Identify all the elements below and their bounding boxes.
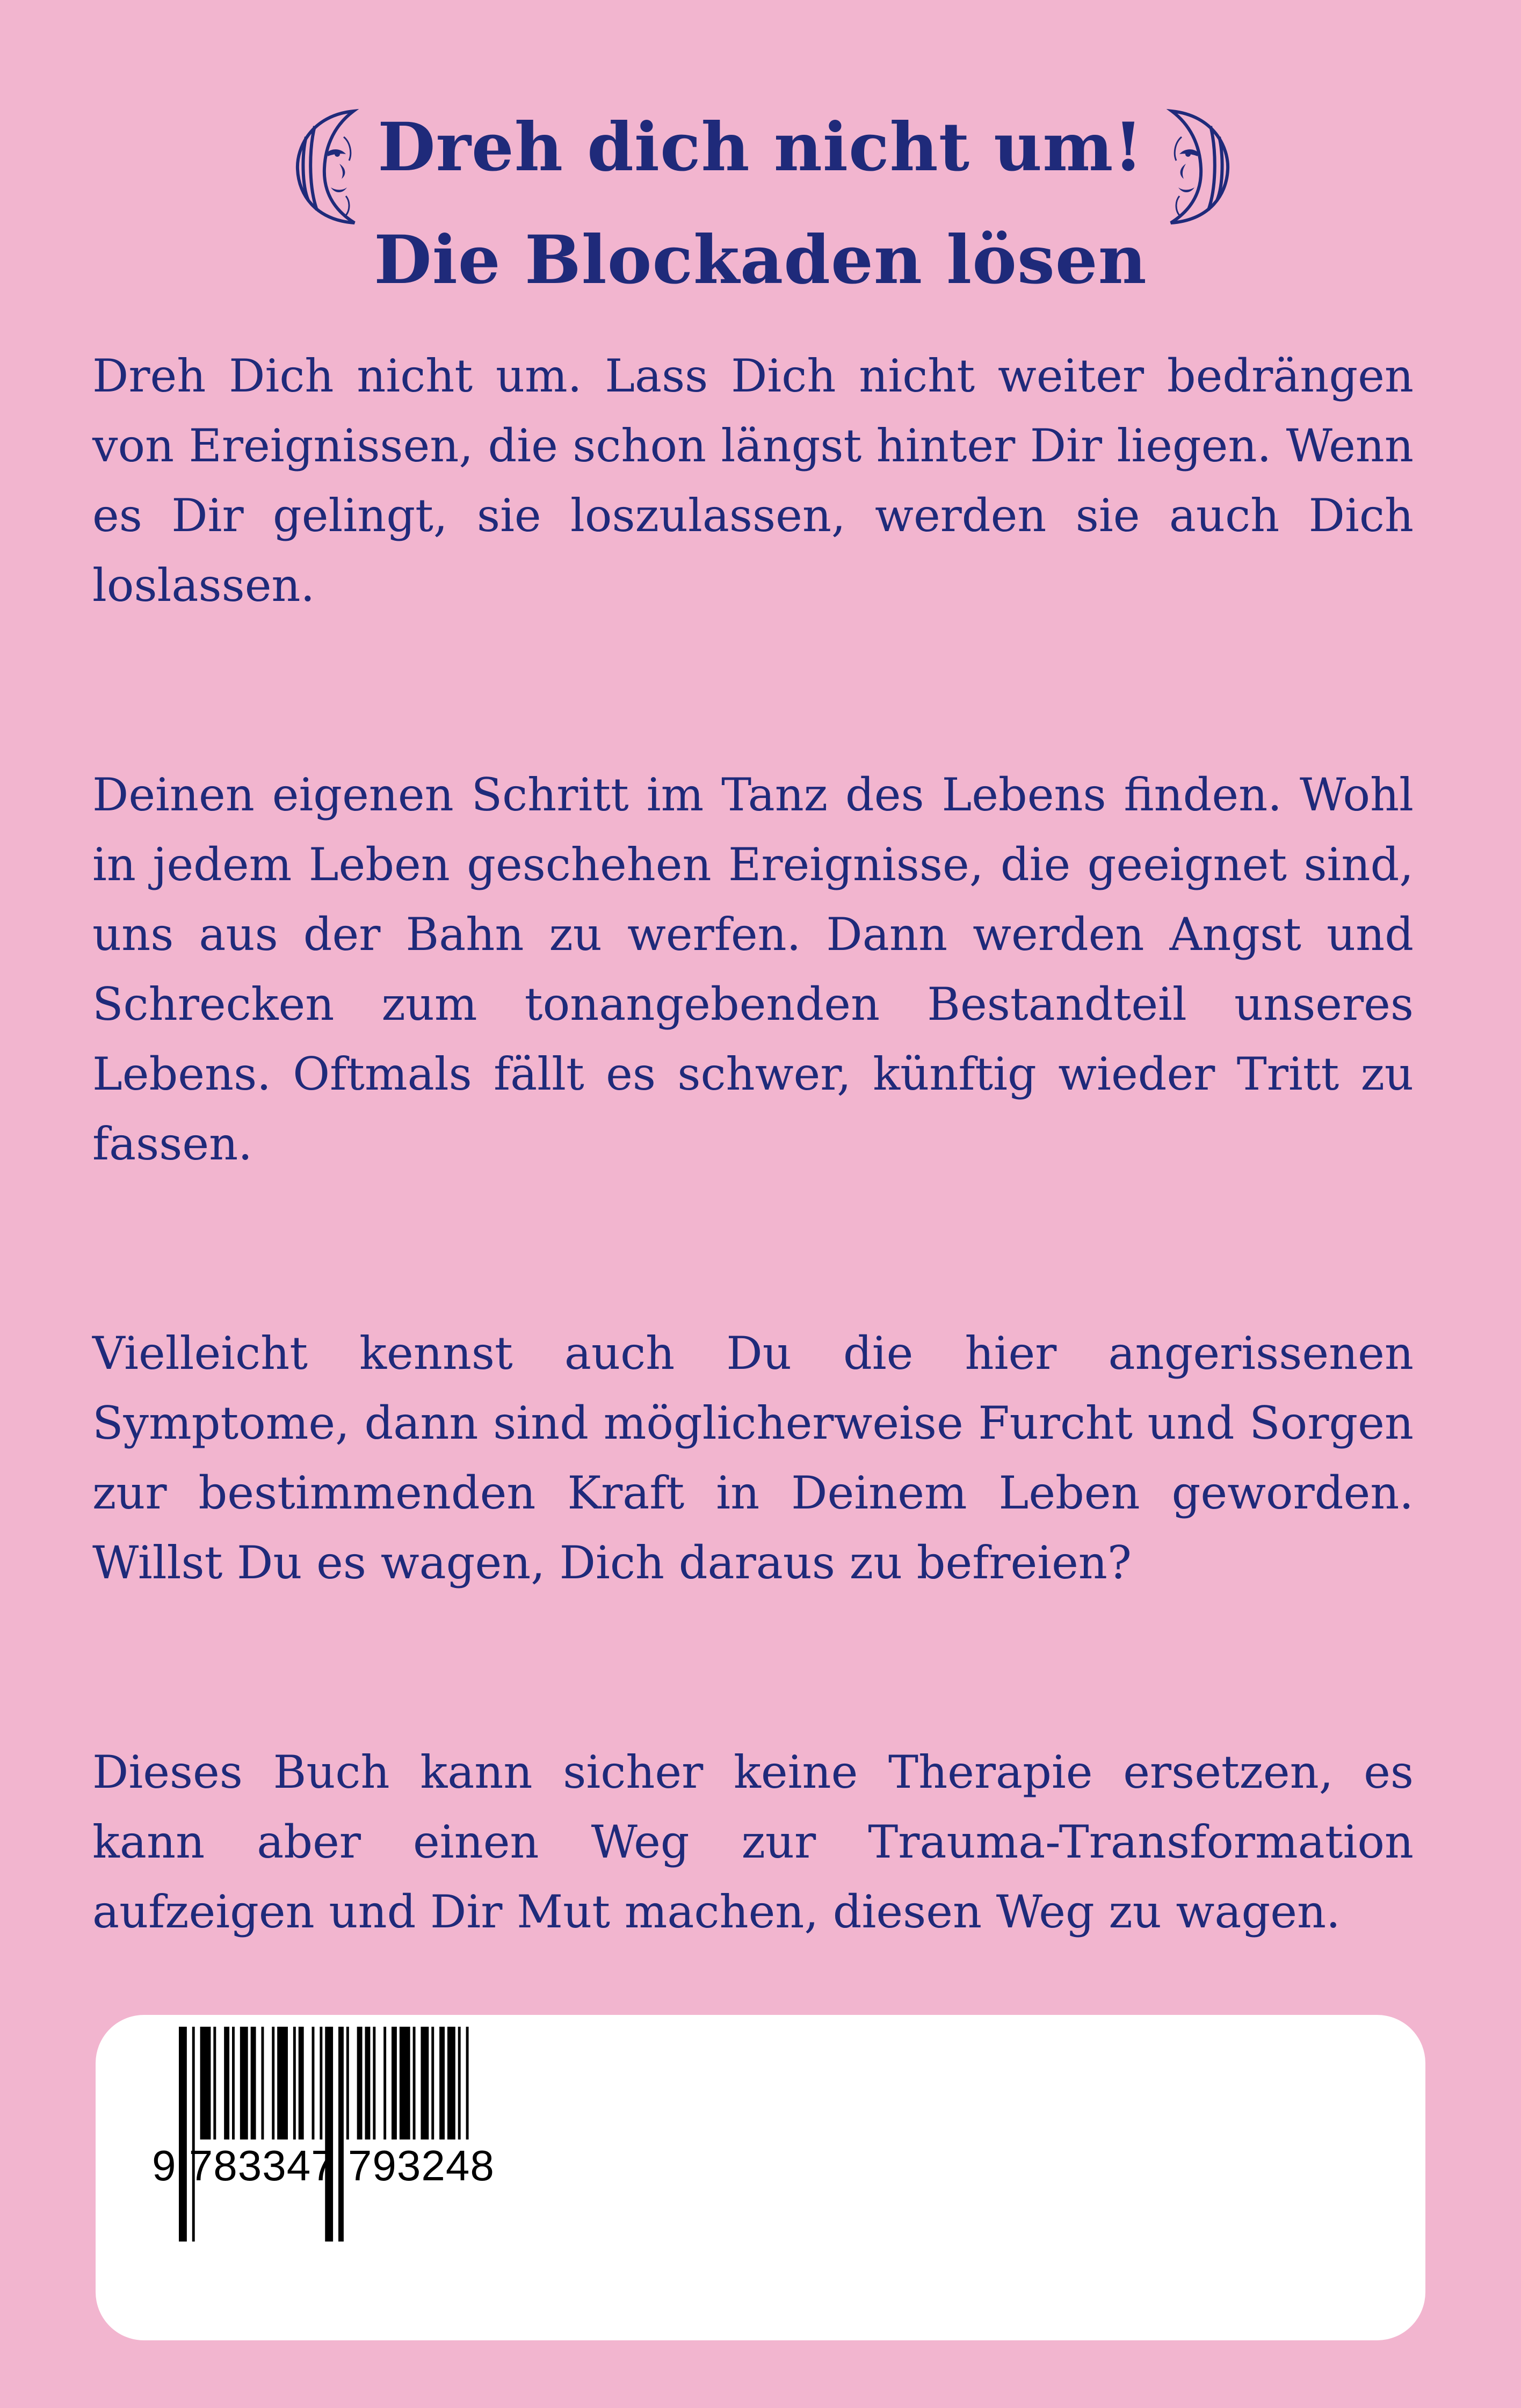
barcode-bar: [458, 2027, 461, 2139]
paragraph-1: Dreh Dich nicht um. Lass Dich nicht weiter bedrängen von Ereignissen, die schon längst hinter Dir liegen. Wenn es Dir gelingt, sie loszulassen, werden sie auch Dich loslassen.: [92, 350, 1414, 612]
barcode-bar: [447, 2027, 455, 2139]
paragraph-2: Deinen eigenen Schritt im Tanz des Lebens finden. Wohl in jedem Leben geschehen Ereignisse, die geeignet sind, uns aus der Bahn zu werfen. Dann werden Angst und Schrecken zum tonangebenden Bestandteil unseres Lebens. Oftmals fällt es schwer, künftig wieder Tritt zu fassen.: [92, 768, 1414, 1170]
barcode-bar: [346, 2027, 349, 2139]
barcode-bar: [392, 2027, 397, 2139]
barcode-bar: [293, 2027, 296, 2139]
barcode-bar: [213, 2027, 216, 2139]
barcode-bar: [439, 2027, 445, 2139]
barcode-bar: [373, 2027, 375, 2139]
barcode-bar: [232, 2027, 235, 2139]
barcode-bar: [224, 2027, 229, 2139]
title-line-1: Dreh dich nicht um!: [378, 108, 1143, 186]
barcode-bar: [192, 2027, 195, 2242]
barcode-bar: [431, 2027, 434, 2139]
barcode-bar: [325, 2027, 333, 2242]
barcode-bar: [400, 2027, 410, 2139]
barcode: [179, 2027, 635, 2242]
barcode-bar: [277, 2027, 288, 2139]
barcode-bar: [251, 2027, 256, 2139]
barcode-bar: [240, 2027, 248, 2139]
blurb-text: [92, 341, 1414, 1947]
barcode-bar: [383, 2027, 386, 2139]
barcode-bar: [299, 2027, 304, 2139]
barcode-bar: [365, 2027, 371, 2139]
barcode-bar: [357, 2027, 363, 2139]
title-line-2: Die Blockaden lösen: [374, 221, 1147, 299]
isbn-number: 9 783347 793248: [152, 2142, 495, 2189]
barcode-bar: [179, 2027, 187, 2242]
paragraph-4: Dieses Buch kann sicher keine Therapie ersetzen, es kann aber einen Weg zur Trauma-Transformation aufzeigen und Dir Mut machen, diesen Weg zu wagen.: [92, 1746, 1414, 1938]
barcode-bar: [200, 2027, 211, 2139]
barcode-bar: [421, 2027, 429, 2139]
barcode-bar: [413, 2027, 416, 2139]
barcode-bar: [261, 2027, 264, 2139]
barcode-panel: [96, 2015, 1425, 2340]
paragraph-3: Vielleicht kennst auch Du die hier angerissenen Symptome, dann sind möglicherweise Furcht und Sorgen zur bestimmenden Kraft in Deinem Leben geworden. Willst Du es wagen, Dich daraus zu befreien?: [92, 1327, 1414, 1589]
barcode-bar: [272, 2027, 274, 2139]
barcode-bar: [312, 2027, 315, 2139]
barcode-bar: [466, 2027, 469, 2139]
barcode-bar: [338, 2027, 344, 2242]
barcode-bar: [320, 2027, 322, 2139]
book-title: [0, 91, 1521, 317]
